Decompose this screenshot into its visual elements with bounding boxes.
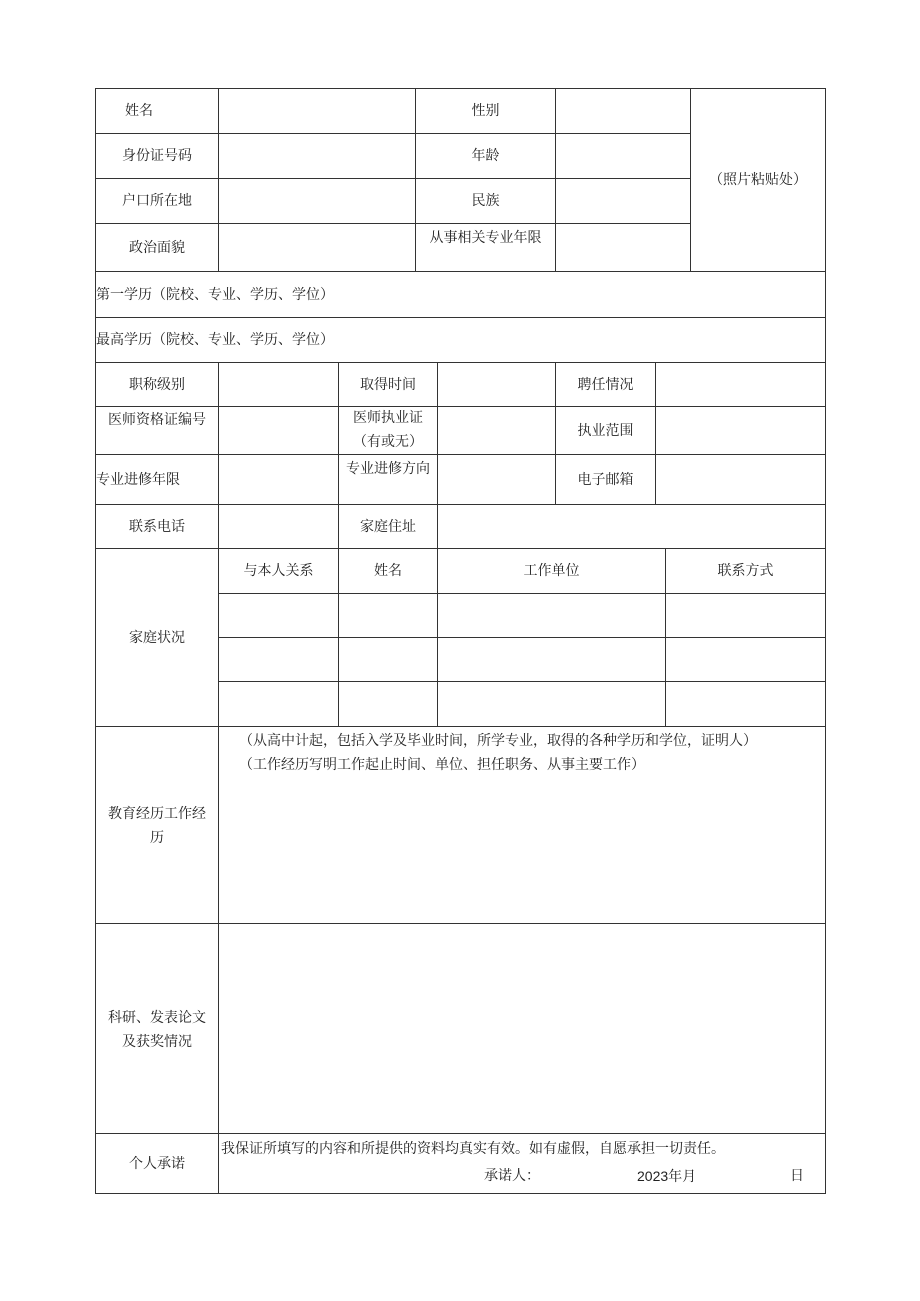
label-ethnicity: 民族	[471, 193, 500, 209]
family-header-relation: 与本人关系	[243, 563, 314, 579]
experience-hint-work: （工作经历写明工作起止时间、单位、担任职务、从事主要工作）	[239, 757, 645, 773]
label-age: 年龄	[471, 148, 500, 164]
family-header-contact: 联系方式	[717, 563, 774, 579]
label-name: 姓名	[125, 103, 153, 119]
label-family: 家庭状况	[129, 629, 185, 646]
label-gender: 性别	[471, 103, 500, 119]
obtain-time-field[interactable]	[438, 363, 555, 406]
family-row-1-workplace[interactable]	[438, 594, 665, 637]
study-years-field[interactable]	[219, 455, 338, 504]
family-row-1-contact[interactable]	[666, 594, 825, 637]
family-row-3-contact[interactable]	[666, 682, 825, 726]
experience-field[interactable]	[219, 727, 825, 923]
title-level-field[interactable]	[219, 363, 338, 406]
label-cert-number: 医师资格证编号	[108, 412, 206, 428]
label-license	[339, 406, 437, 454]
name-field[interactable]	[219, 89, 415, 133]
research-field[interactable]	[219, 924, 825, 1133]
years-related-field[interactable]	[556, 224, 690, 271]
political-field[interactable]	[219, 224, 415, 271]
label-license-line2: （有或无）	[353, 434, 423, 450]
license-field[interactable]	[438, 407, 555, 454]
family-row-2-relation[interactable]	[219, 638, 338, 681]
signature-day: 日	[790, 1168, 804, 1184]
label-address: 家庭住址	[360, 518, 416, 535]
family-row-1-relation[interactable]	[219, 594, 338, 637]
id-number-field[interactable]	[219, 134, 415, 178]
study-direction-field[interactable]	[438, 455, 555, 504]
label-practice-scope: 执业范围	[577, 422, 634, 439]
family-row-2-workplace[interactable]	[438, 638, 665, 681]
label-experience-line1: 教育经历工作经	[108, 806, 206, 822]
family-row-2-name[interactable]	[339, 638, 437, 681]
label-license-line1: 医师执业证	[353, 410, 423, 426]
hukou-field[interactable]	[219, 179, 415, 223]
label-experience	[96, 802, 218, 850]
label-highest-education[interactable]: 最高学历（院校、专业、学历、学位）	[96, 332, 334, 348]
label-research-line1: 科研、发表论文	[108, 1010, 206, 1026]
label-study-years: 专业进修年限	[96, 471, 180, 488]
label-research	[96, 1006, 218, 1054]
family-row-1-name[interactable]	[339, 594, 437, 637]
signer-name-field[interactable]	[550, 1164, 630, 1188]
label-phone: 联系电话	[129, 518, 185, 535]
label-email: 电子邮箱	[577, 471, 634, 488]
family-row-3-relation[interactable]	[219, 682, 338, 726]
family-header-name: 姓名	[374, 563, 402, 579]
label-hukou: 户口所在地	[122, 193, 192, 209]
label-years-related: 从事相关专业年限	[429, 230, 542, 246]
rule	[95, 1193, 826, 1194]
label-title-level: 职称级别	[129, 376, 185, 393]
label-study-direction: 专业进修方向	[346, 461, 430, 477]
label-obtain-time: 取得时间	[360, 376, 416, 393]
address-field[interactable]	[438, 505, 825, 548]
signature-year-month: 2023年月	[637, 1168, 697, 1184]
label-id-number: 身份证号码	[122, 148, 192, 164]
employment-field[interactable]	[656, 363, 825, 406]
gender-field[interactable]	[556, 89, 690, 133]
family-row-3-name[interactable]	[339, 682, 437, 726]
label-pledge: 个人承诺	[129, 1155, 185, 1172]
rule	[825, 88, 826, 1194]
experience-hint-education: （从高中计起，包括入学及毕业时间，所学专业，取得的各种学历和学位，证明人）	[239, 733, 757, 749]
practice-scope-field[interactable]	[656, 407, 825, 454]
label-first-education[interactable]: 第一学历（院校、专业、学历、学位）	[96, 286, 334, 303]
label-experience-line2: 历	[150, 830, 164, 846]
photo-placeholder[interactable]: （照片粘贴处）	[709, 172, 807, 188]
pledge-statement: 我保证所填写的内容和所提供的资料均真实有效。如有虚假，自愿承担一切责任。	[221, 1141, 725, 1157]
ethnicity-field[interactable]	[556, 179, 690, 223]
family-row-2-contact[interactable]	[666, 638, 825, 681]
email-field[interactable]	[656, 455, 825, 504]
cert-number-field[interactable]	[219, 407, 338, 454]
label-political: 政治面貌	[129, 239, 185, 256]
family-header-workplace: 工作单位	[523, 563, 580, 579]
label-research-line2: 及获奖情况	[122, 1034, 192, 1050]
signer-label: 承诺人：	[484, 1168, 540, 1184]
family-row-3-workplace[interactable]	[438, 682, 665, 726]
age-field[interactable]	[556, 134, 690, 178]
phone-field[interactable]	[219, 505, 338, 548]
label-employment: 聘任情况	[577, 376, 634, 393]
